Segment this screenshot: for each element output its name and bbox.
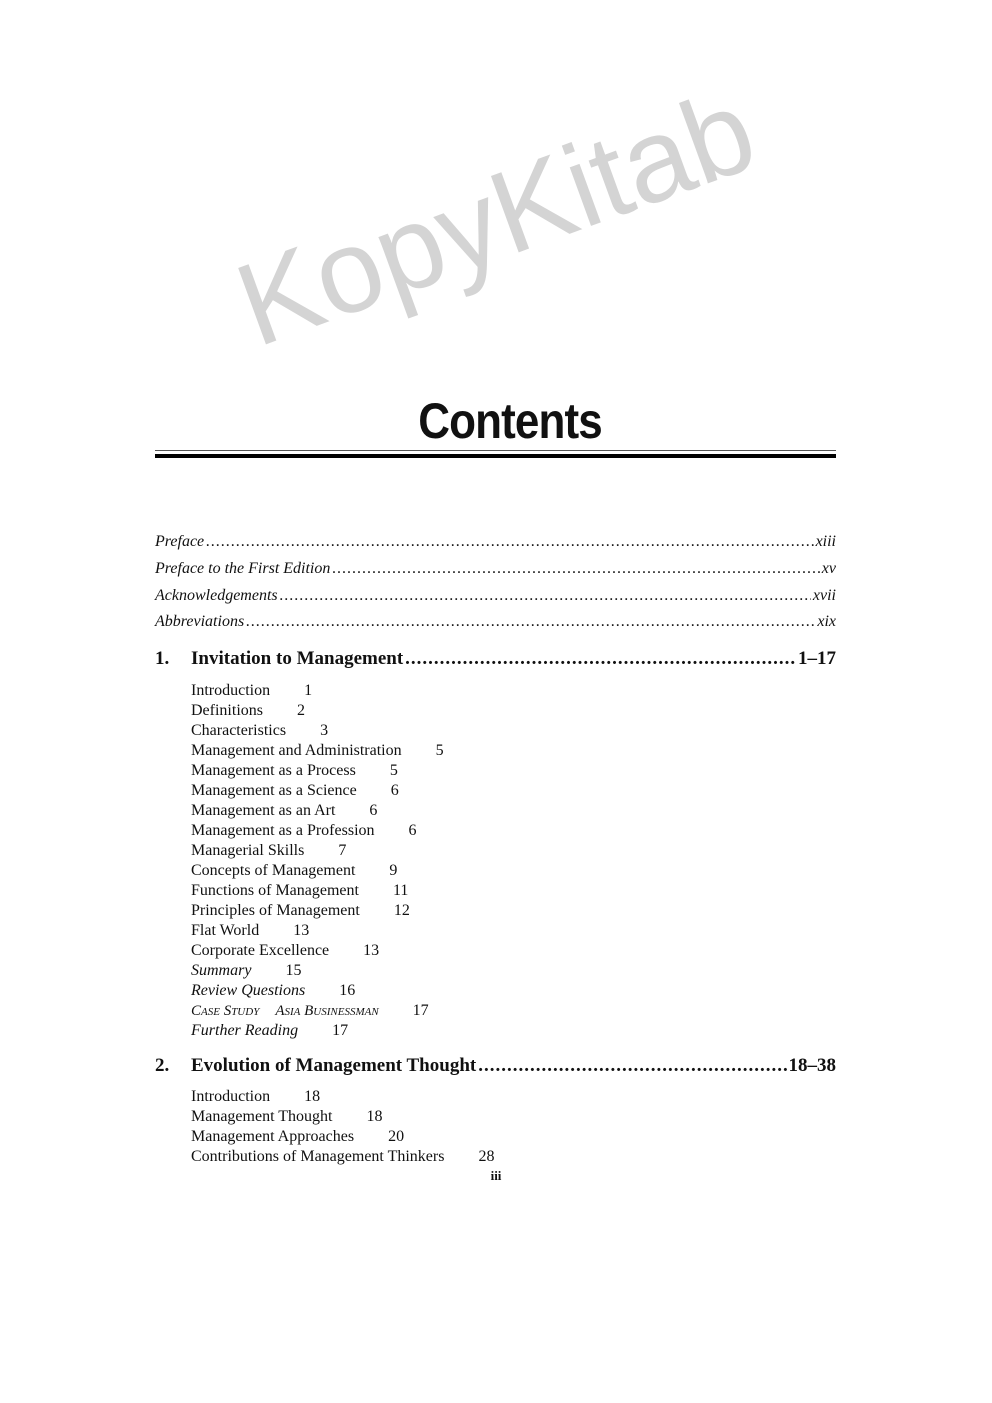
title-rule-thin <box>155 450 836 451</box>
chapter-title: Evolution of Management Thought <box>191 1055 477 1076</box>
entry-page: xix <box>817 613 836 630</box>
section-label: Introduction <box>191 1088 271 1105</box>
section-label: Concepts of Management <box>191 862 356 879</box>
entry-page: xv <box>821 560 836 577</box>
toc-entry[interactable] <box>155 587 836 605</box>
section-label: Contributions of Management Thinkers <box>191 1148 445 1165</box>
watermark: KopyKitab <box>220 63 772 373</box>
section-entry[interactable] <box>191 781 399 800</box>
section-label: Management as a Profession <box>191 822 375 839</box>
dot-leader <box>246 613 815 631</box>
chapter-pages: 18–38 <box>788 1055 836 1076</box>
section-entry[interactable] <box>191 1147 494 1166</box>
section-entry[interactable] <box>191 741 444 760</box>
section-label: Principles of Management <box>191 902 360 919</box>
title-rule-thick <box>155 454 836 458</box>
section-entry[interactable] <box>191 821 417 840</box>
dot-leader <box>280 587 811 605</box>
dot-leader <box>478 1055 786 1077</box>
chapter-heading[interactable] <box>155 1055 836 1077</box>
section-entry[interactable] <box>191 941 379 960</box>
section-page: 28 <box>478 1148 495 1165</box>
toc-entry[interactable] <box>155 613 836 631</box>
section-page: 17 <box>332 1022 349 1039</box>
section-label: Flat World <box>191 922 260 939</box>
section-page: 3 <box>320 722 329 739</box>
section-label: Management as a Science <box>191 782 357 799</box>
section-label: Case Study <box>191 1003 260 1019</box>
section-entry[interactable] <box>191 761 398 780</box>
section-entry[interactable] <box>191 1001 429 1021</box>
section-page: 13 <box>293 922 310 939</box>
section-entry[interactable] <box>191 921 309 940</box>
section-entry[interactable] <box>191 701 305 720</box>
entry-label: Acknowledgements <box>155 587 278 604</box>
chapter-pages: 1–17 <box>798 648 836 669</box>
section-label: Summary <box>191 962 252 979</box>
section-entry[interactable] <box>191 681 312 700</box>
entry-page: xiii <box>815 533 836 550</box>
section-entry[interactable] <box>191 1127 404 1146</box>
section-page: 18 <box>304 1088 321 1105</box>
section-entry[interactable] <box>191 881 408 900</box>
entry-label: Preface to the First Edition <box>155 560 331 577</box>
section-label: Management as an Art <box>191 802 336 819</box>
section-page: 6 <box>390 782 399 799</box>
section-label: Management Approaches <box>191 1128 355 1145</box>
section-label: Management Thought <box>191 1108 333 1125</box>
section-entry[interactable] <box>191 981 355 1000</box>
section-page: 1 <box>304 682 313 699</box>
section-label: Characteristics <box>191 722 287 739</box>
section-page: 16 <box>339 982 356 999</box>
chapter-heading[interactable] <box>155 648 836 670</box>
section-page: 2 <box>297 702 305 719</box>
section-label: Further Reading <box>191 1022 299 1039</box>
dot-leader <box>405 648 796 670</box>
section-page: 11 <box>392 882 409 899</box>
section-page: 15 <box>285 962 302 979</box>
section-label-secondary: Asia Businessman <box>275 1003 379 1019</box>
chapter-title: Invitation to Management <box>191 648 404 669</box>
section-page: 13 <box>363 942 380 959</box>
section-label: Introduction <box>191 682 271 699</box>
section-label: Management and Administration <box>191 742 402 759</box>
chapter-number: 1. <box>155 648 170 669</box>
section-page: 7 <box>338 842 347 859</box>
dot-leader <box>332 560 819 578</box>
dot-leader <box>206 533 813 551</box>
section-entry[interactable] <box>191 1021 348 1040</box>
entry-page: xvii <box>812 587 836 604</box>
section-entry[interactable] <box>191 841 346 860</box>
section-label: Corporate Excellence <box>191 942 330 959</box>
section-page: 18 <box>366 1108 383 1125</box>
section-label: Functions of Management <box>191 882 359 899</box>
section-page: 6 <box>408 822 417 839</box>
section-entry[interactable] <box>191 801 377 820</box>
page-number: iii <box>490 1168 502 1183</box>
section-label: Managerial Skills <box>191 842 305 859</box>
entry-label: Preface <box>155 533 205 550</box>
section-entry[interactable] <box>191 721 328 740</box>
toc-entry[interactable] <box>155 533 836 551</box>
section-label: Definitions <box>191 702 263 719</box>
section-page: 12 <box>393 902 410 919</box>
section-entry[interactable] <box>191 1087 320 1106</box>
section-entry[interactable] <box>191 901 410 920</box>
toc-entry[interactable] <box>155 560 836 578</box>
section-page: 17 <box>412 1002 429 1019</box>
entry-label: Abbreviations <box>155 613 245 630</box>
section-page: 20 <box>388 1128 405 1145</box>
section-page: 5 <box>389 762 398 779</box>
chapter-number: 2. <box>155 1055 170 1076</box>
section-label: Management as a Process <box>191 762 356 779</box>
section-page: 9 <box>389 862 398 879</box>
section-page: 5 <box>435 742 444 759</box>
section-entry[interactable] <box>191 861 397 880</box>
page-title: Contents <box>418 393 602 449</box>
section-entry[interactable] <box>191 961 301 980</box>
section-label: Review Questions <box>191 982 306 999</box>
section-entry[interactable] <box>191 1107 382 1126</box>
section-page: 6 <box>369 802 378 819</box>
